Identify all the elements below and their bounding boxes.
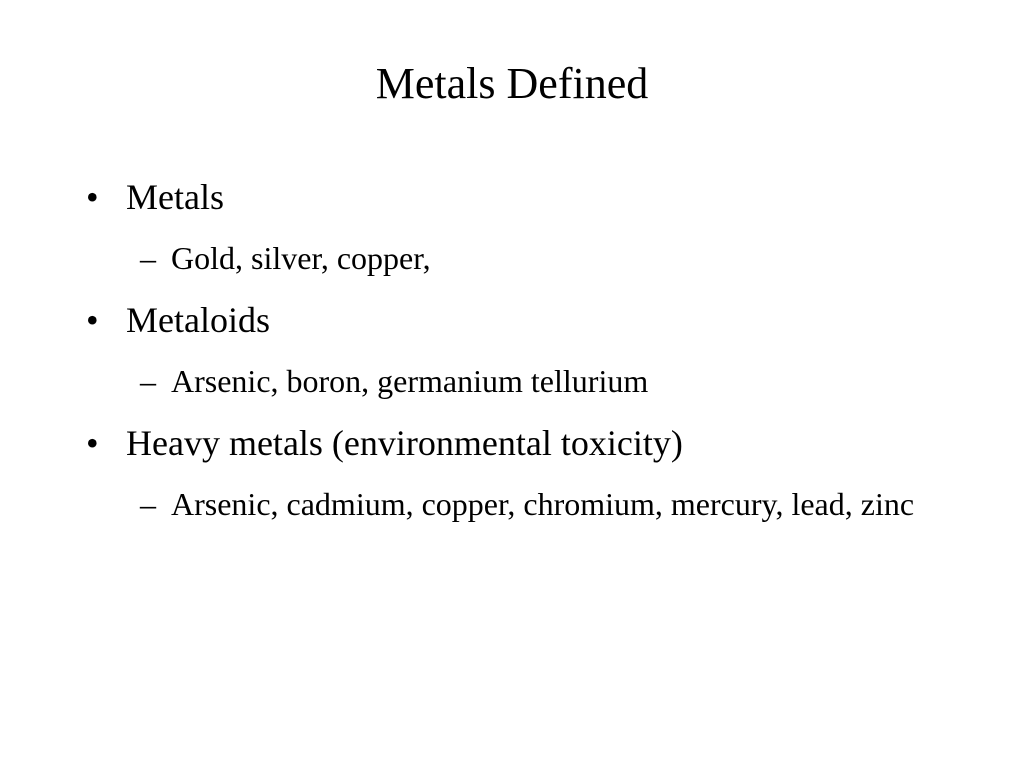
bullet-label: Metaloids <box>126 300 270 340</box>
sub-item-metaloids-examples <box>140 359 960 404</box>
bullet-item-metaloids <box>86 298 270 342</box>
sub-item-text: Gold, silver, copper, <box>171 240 431 276</box>
bullet-marker: • <box>86 177 99 217</box>
sub-marker: – <box>140 240 156 276</box>
sub-marker: – <box>140 363 156 399</box>
bullet-label: Metals <box>126 177 224 217</box>
bullet-item-metals <box>86 175 224 219</box>
sub-marker: – <box>140 486 156 522</box>
sub-item-metals-examples <box>140 236 960 281</box>
sub-item-text: Arsenic, boron, germanium tellurium <box>171 363 649 399</box>
bullet-marker: • <box>86 300 99 340</box>
sub-item-heavy-metals-examples <box>140 482 960 527</box>
bullet-marker: • <box>86 423 99 463</box>
slide-title: Metals Defined <box>375 59 649 108</box>
bullet-item-heavy-metals <box>86 421 683 465</box>
sub-item-text: Arsenic, cadmium, copper, chromium, mercury, lead, zinc <box>171 486 915 522</box>
bullet-label: Heavy metals (environmental toxicity) <box>126 423 683 463</box>
